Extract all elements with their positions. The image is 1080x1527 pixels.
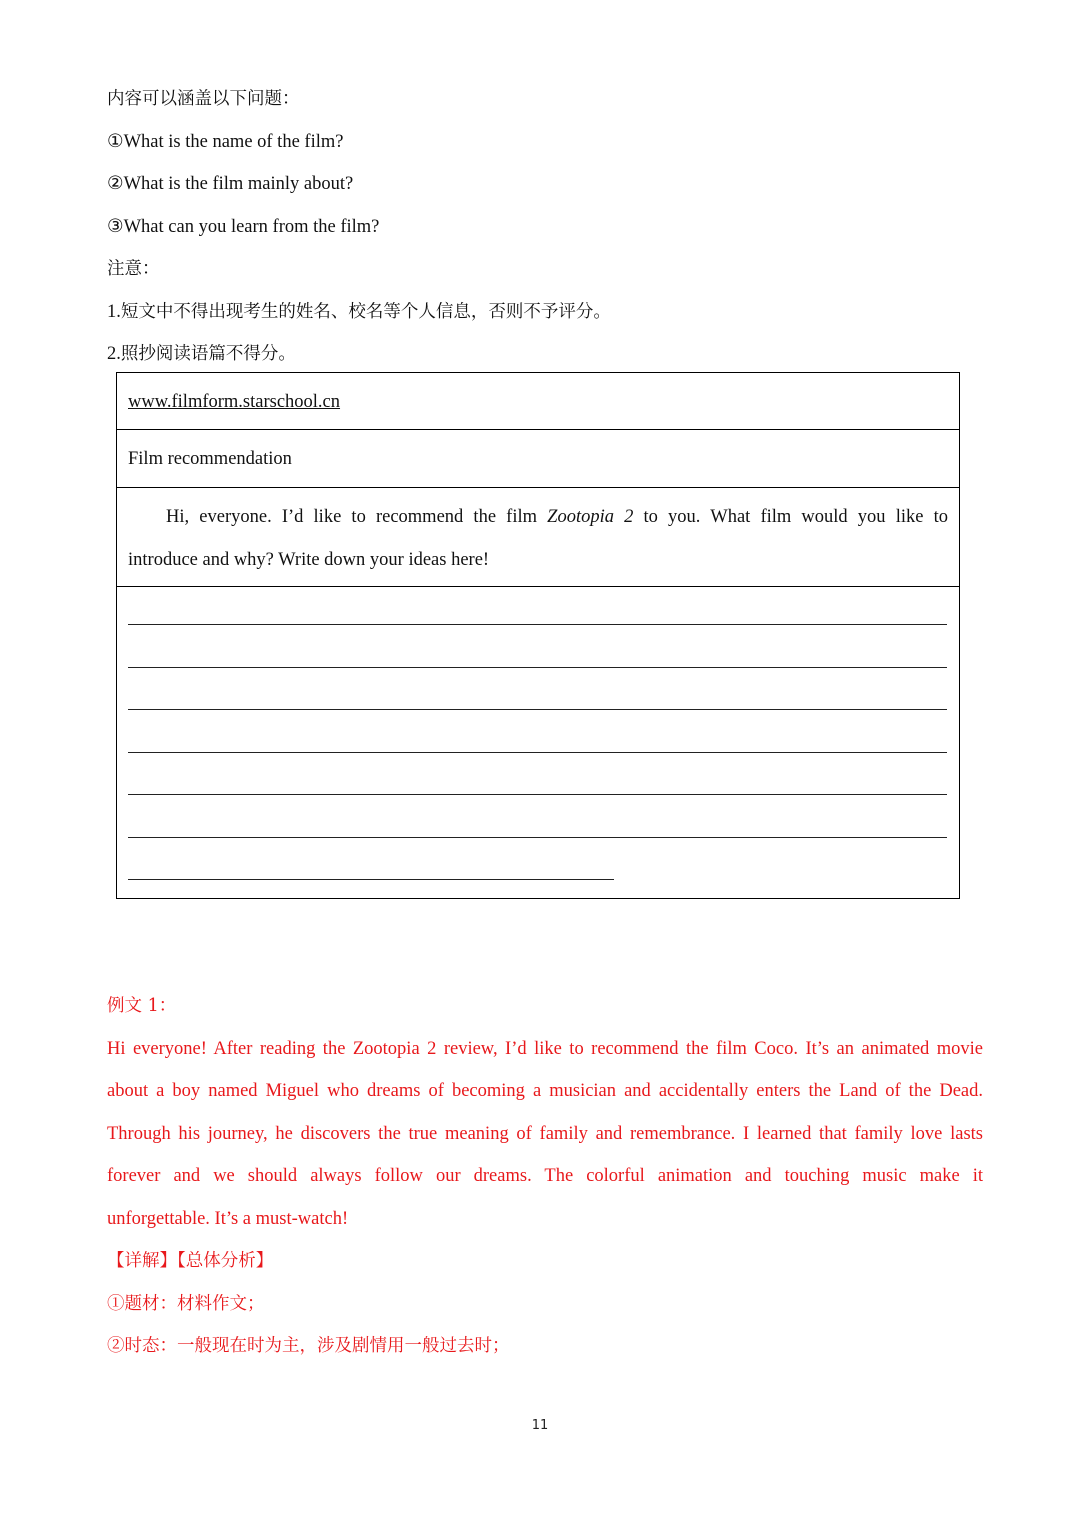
writing-line-3[interactable] [128,709,947,710]
analysis-heading: 【详解】【总体分析】 [107,1251,274,1271]
writing-line-4[interactable] [128,752,947,753]
analysis-item-2: ②时态：一般现在时为主，涉及剧情用一般过去时； [107,1336,510,1356]
example-line-1: Hi everyone! After reading the Zootopia 2 review, I’d like to recommend the film Coco. It’s an animated movie [107,1038,983,1059]
intro-text-post: to you. What film would you like to [633,507,948,527]
form-url[interactable]: www.filmform.starschool.cn [128,392,341,412]
form-url-row [117,373,959,430]
example-line-3: Through his journey, he discovers the true meaning of family and remembrance. I learned that family love lasts [107,1123,983,1144]
example-line-4: forever and we should always follow our dreams. The colorful animation and touching music make it [107,1166,983,1186]
writing-line-2[interactable] [128,667,947,668]
instructions-intro: 内容可以涵盖以下问题： [107,89,300,109]
writing-line-7[interactable] [128,879,614,880]
intro-text-pre: Hi, everyone. I’d like to recommend the film [166,507,548,527]
form-intro-row [117,488,959,587]
note-1-text: 短文中不得出现考生的姓名、校名等个人信息，否则不予评分。 [120,301,611,322]
note-1-number: 1. [107,301,121,322]
form-intro-line-2: introduce and why? Write down your ideas here! [128,549,490,570]
question-3: ③What can you learn from the film? [107,216,380,237]
note-2 [107,333,983,376]
analysis-item-1: ①题材：材料作文； [107,1293,265,1314]
example-section [107,985,983,1368]
example-line-5: unforgettable. It’s a must-watch! [107,1208,349,1229]
writing-area[interactable] [117,587,959,898]
question-2: ②What is the film mainly about? [107,174,354,194]
writing-line-6[interactable] [128,837,947,838]
form-intro-line-1 [128,496,948,539]
form-title: Film recommendation [128,449,292,469]
example-line-2: about a boy named Miguel who dreams of becoming a musician and accidentally enters the Land of the Dead. [107,1081,983,1101]
writing-line-1[interactable] [128,624,947,625]
instructions-section [107,78,983,376]
example-essay [107,1028,983,1241]
note-2-number: 2. [107,344,121,364]
note-1 [107,291,983,334]
page-number: 11 [531,1418,549,1433]
question-1: ①What is the name of the film? [107,131,344,152]
film-form-box [116,372,960,899]
notes-heading: 注意： [107,259,160,279]
example-heading: 例文 1： [107,996,177,1016]
note-2-text: 照抄阅读语篇不得分。 [120,344,296,364]
intro-film-title: Zootopia 2 [547,507,634,527]
writing-line-5[interactable] [128,794,947,795]
form-title-row [117,430,959,488]
